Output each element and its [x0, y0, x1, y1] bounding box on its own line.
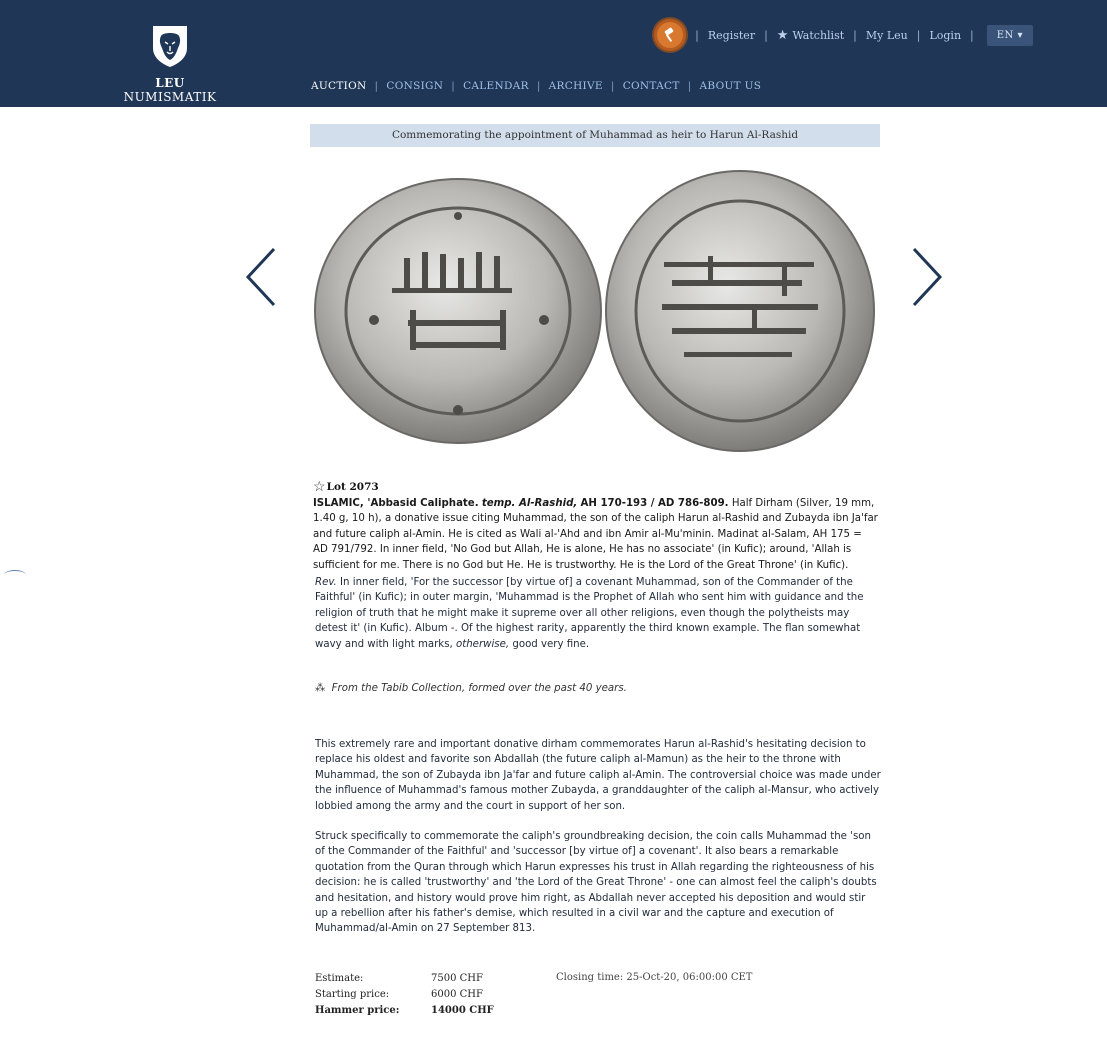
nav-separator: | [687, 80, 692, 92]
hammer-price-row [315, 1002, 555, 1018]
gavel-icon[interactable] [654, 19, 686, 51]
hammer-price-label: Hammer price: [315, 1004, 400, 1016]
watchlist-link[interactable]: Watchlist [792, 28, 845, 42]
lot-reverse [315, 575, 881, 652]
lot-details [313, 479, 881, 935]
nav-consign[interactable]: CONSIGN [386, 80, 444, 92]
nav-contact[interactable]: CONTACT [622, 80, 680, 92]
side-widget-edge[interactable] [4, 570, 26, 580]
main-nav [311, 80, 761, 92]
rev-label: Rev. [315, 577, 337, 588]
lot-banner: Commemorating the appointment of Muhammad as heir to Harun Al-Rashid [310, 124, 880, 147]
lot-commentary-2: Struck specifically to commemorate the caliph's groundbreaking decision, the coin calls Muhammad the 'son of the Commander of the Faithful' and 'successor [by virtue of] a covenant'. It also bears a remarkable quotation from the Quran through which Harun expresses his trust in Allah regarding the righteousness of his decision: he is called 'trustworthy' and 'the Lord of the Great Throne' - one can almost feel the caliph's doubts and hesitation, and history would prove him right, as Abdallah never accepted his deposition and would stir up a rebellion after his father's demise, which resulted in a civil war and the capture and execution of Muhammad/al-Amin on 27 September 813. [315, 831, 877, 935]
lot-provenance [315, 683, 881, 694]
lot-title: ISLAMIC, 'Abbasid Caliphate. [313, 498, 479, 509]
price-table [315, 970, 555, 1018]
separator: | [916, 28, 921, 42]
register-link[interactable]: Register [707, 28, 756, 42]
nav-about-us[interactable]: ABOUT US [699, 80, 762, 92]
separator: | [970, 28, 974, 42]
star-icon: ★ [776, 27, 789, 43]
separator: | [764, 28, 768, 42]
nav-calendar[interactable]: CALENDAR [463, 80, 529, 92]
lot-header [313, 479, 879, 495]
separator: | [853, 28, 857, 42]
lot-reverse-text: In inner field, 'For the successor [by virtue of] a covenant Muhammad, son of the Commander of the Faithful' (in Kufic); in outer margin, 'Muhammad is the Prophet of Allah who sent him with guidance and the religion of truth that he might make it supreme over all other religions, even though the polytheists may detest it' (in Kufic). Album -. Of the highest rarity, apparently the third known example. The flan somewhat wavy and with light marks, [315, 577, 864, 650]
my-leu-link[interactable]: My Leu [865, 28, 908, 42]
separator: | [695, 28, 699, 42]
lot-ruler: temp. Al-Rashid, [481, 498, 578, 509]
site-header [0, 0, 1107, 107]
obverse-coin [315, 179, 601, 443]
watchlist-star-icon[interactable]: ☆ [313, 479, 326, 495]
next-lot-arrow[interactable] [908, 245, 948, 309]
lot-number: Lot 2073 [326, 481, 379, 493]
previous-lot-arrow[interactable] [240, 245, 280, 309]
provenance-mark: ⁂ [315, 683, 326, 694]
nav-separator: | [610, 80, 615, 92]
nav-separator: | [536, 80, 541, 92]
hammer-price-value: 14000 CHF [431, 1004, 494, 1016]
nav-auction[interactable]: AUCTION [311, 80, 367, 92]
coin-image[interactable] [312, 170, 878, 460]
login-link[interactable]: Login [929, 28, 962, 42]
starting-price-row [315, 986, 555, 1002]
lot-description [313, 496, 879, 573]
lot-obverse-text: Half Dirham (Silver, 19 mm, 1.40 g, 10 h), a donative issue citing Muhammad, the son of the caliph Harun al-Rashid and Zubayda ibn Ja'far and future caliph al-Amin. He is cited as Wali al-'Ahd and ibn Amir al-Mu'minin. Madinat al-Salam, AH 175 = AD 791/792. In inner field, 'No God but Allah, He is alone, He has no associate' (in Kufic); around, 'Allah is sufficient for me. There is no God but He. He is trustworthy. He is the Lord of the Great Throne' (in Kufic). [313, 498, 878, 571]
nav-archive[interactable]: ARCHIVE [548, 80, 603, 92]
nav-separator: | [451, 80, 456, 92]
chevron-right-icon [908, 245, 948, 309]
estimate-label: Estimate: [315, 972, 364, 984]
lot-dates: AH 170-193 / AD 786-809. [580, 498, 729, 509]
lot-commentary-1: This extremely rare and important donative dirham commemorates Harun al-Rashid's hesitating decision to replace his oldest and favorite son Abdallah (the future caliph al-Mamun) as the heir to the throne with Muhammad, the son of Zubayda ibn Ja'far and future caliph al-Amin. The controversial choice was made under the influence of Muhammad's famous mother Zubayda, a granddaughter of the caliph al-Mansur, who actively lobbied among the army and the court in support of her son. [315, 739, 881, 812]
lion-shield-icon [150, 24, 190, 68]
provenance-text: From the Tabib Collection, formed over the past 40 years. [331, 683, 627, 694]
nav-separator: | [374, 80, 379, 92]
lot-reverse-italic: otherwise, [456, 638, 510, 650]
lot-grade: good very fine. [512, 638, 590, 650]
reverse-coin [606, 171, 874, 451]
chevron-left-icon [240, 245, 280, 309]
language-select[interactable]: EN ▾ [987, 25, 1033, 46]
leu-logo[interactable] [110, 24, 230, 104]
logo-wordmark: LEU NUMISMATIK [123, 76, 217, 104]
estimate-value: 7500 CHF [431, 972, 483, 984]
closing-time: Closing time: 25-Oct-20, 06:00:00 CET [556, 972, 753, 983]
starting-price-label: Starting price: [315, 988, 390, 1000]
starting-price-value: 6000 CHF [431, 988, 483, 1000]
estimate-row [315, 970, 555, 986]
account-bar [654, 18, 1033, 52]
